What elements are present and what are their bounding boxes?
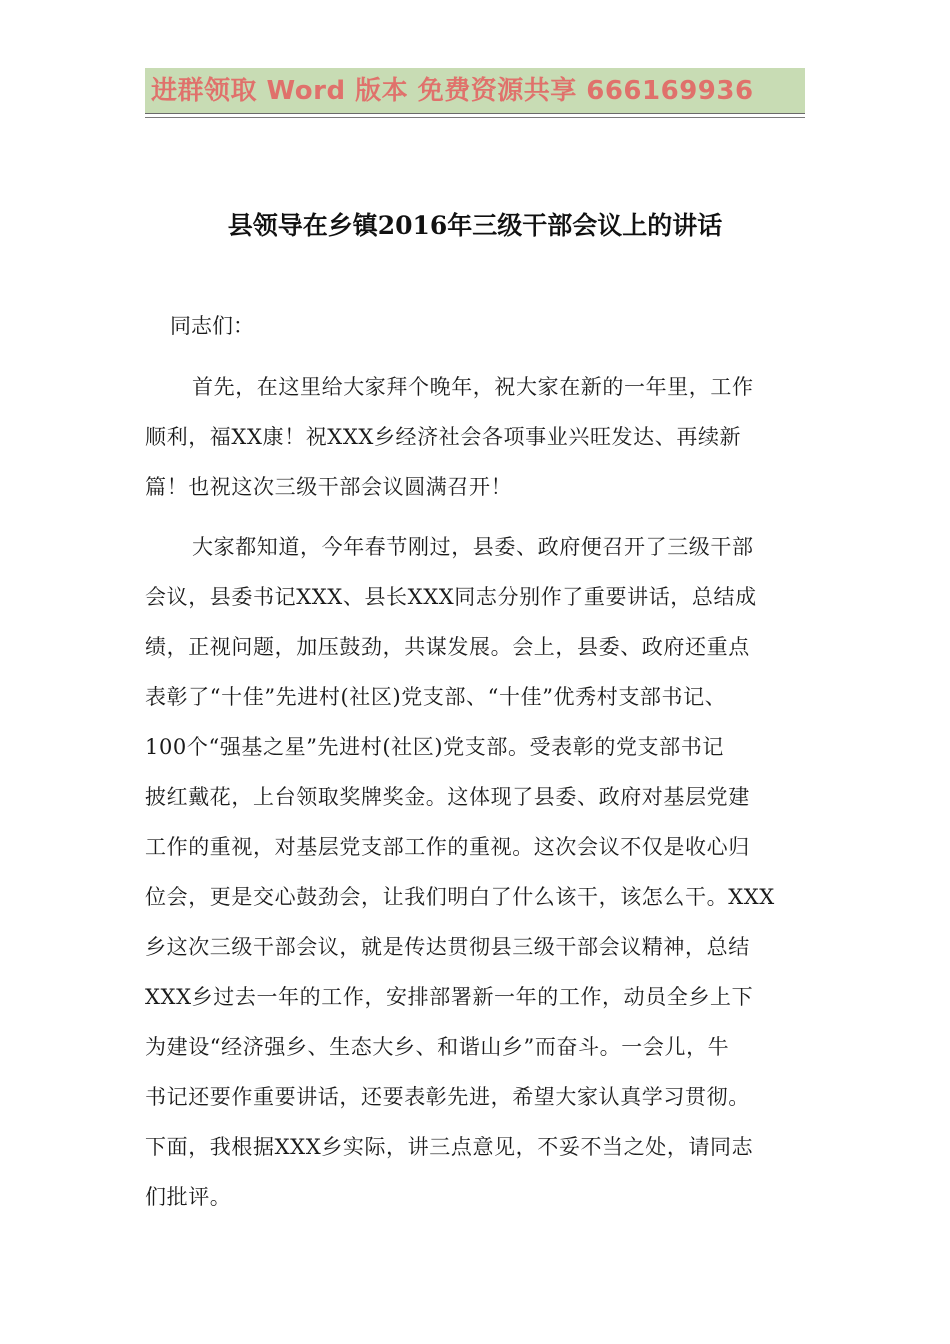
paragraph-line: 会议，县委书记XXX、县长XXX同志分别作了重要讲话，总结成 [145,585,757,609]
paragraph-line: 书记还要作重要讲话，还要表彰先进，希望大家认真学习贯彻。 [145,1085,750,1109]
paragraph-line: 为建设“经济强乡、生态大乡、和谐山乡”而奋斗。一会儿，牛 [145,1035,730,1059]
promo-banner [145,68,805,114]
paragraph-line: 顺利，福XX康！祝XXX乡经济社会各项事业兴旺发达、再续新 [145,425,742,449]
paragraph-line: 位会，更是交心鼓劲会，让我们明白了什么该干，该怎么干。XXX [145,885,775,909]
paragraph-line: 乡这次三级干部会议，就是传达贯彻县三级干部会议精神，总结 [145,935,750,959]
paragraph-line: 表彰了“十佳”先进村(社区)党支部、“十佳”优秀村支部书记、 [145,685,727,709]
document-title: 县领导在乡镇2016年三级干部会议上的讲话 [227,211,723,240]
paragraph-line: 披红戴花，上台领取奖牌奖金。这体现了县委、政府对基层党建 [145,785,750,809]
paragraph-line: 首先，在这里给大家拜个晚年，祝大家在新的一年里，工作 [192,375,754,399]
paragraph-line: 工作的重视，对基层党支部工作的重视。这次会议不仅是收心归 [145,835,750,859]
paragraph-main [145,522,810,1222]
paragraph-line: 们批评。 [145,1185,232,1209]
paragraph-line: 大家都知道，今年春节刚过，县委、政府便召开了三级干部 [192,535,754,559]
promo-banner-text: 进群领取 Word 版本 免费资源共享 666169936 [151,76,754,106]
salutation: 同志们： [170,314,254,338]
paragraph-line: XXX乡过去一年的工作，安排部署新一年的工作，动员全乡上下 [145,985,754,1009]
paragraph-line: 100个“强基之星”先进村(社区)党支部。受表彰的党支部书记 [145,735,724,759]
paragraph-line: 篇！也祝这次三级干部会议圆满召开！ [145,475,513,499]
paragraph-greeting [145,362,810,512]
paragraph-line: 下面，我根据XXX乡实际，讲三点意见，不妥不当之处，请同志 [145,1135,754,1159]
header-divider [145,117,805,118]
paragraph-line: 绩，正视问题，加压鼓劲，共谋发展。会上，县委、政府还重点 [145,635,750,659]
